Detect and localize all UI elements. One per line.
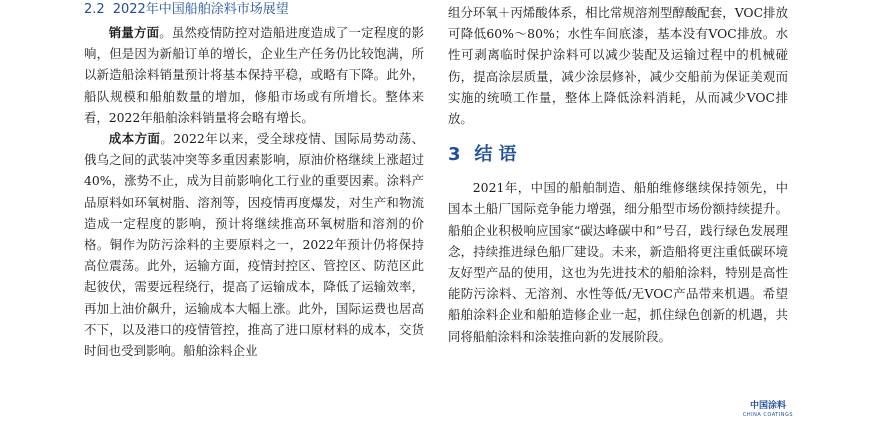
cost-paragraph bbox=[84, 128, 424, 361]
cost-label: 成本方面 bbox=[108, 131, 161, 147]
subsection-number: 2.2 bbox=[84, 2, 105, 17]
sales-label: 销量方面 bbox=[108, 25, 160, 40]
logo-en-text: CHINA COATINGS bbox=[742, 412, 794, 418]
logo-cn-text: 中国涂料 bbox=[749, 401, 786, 411]
subsection-title: 2022年中国船舶涂料市场展望 bbox=[112, 2, 289, 17]
sales-text: 。虽然疫情防控对造船进度造成了一定程度的影响，但是因为新船订单的增长，企业生产任务仍比较饱满，所以新造船涂料销量预计将基本保持平稳，或略有下降。此外，船队规模和船舶数量的增加，修船市场或有所增长。整体来看，2022年船舶涂料销量将会略有增长。 bbox=[84, 25, 424, 125]
right-column bbox=[448, 2, 788, 347]
conclusion-paragraph: 2021年，中国的船舶制造、船舶维修继续保持领先，中国本土船厂国际竞争能力增强，细分船型市场份额持续提升。船舶企业积极响应国家“碳达峰碳中和”号召，践行绿色发展理念，持续推进绿色船厂建设。未来，新造船将更注重低碳环境友好型产品的使用，这也为先进技术的船舶涂料，特别是高性能防污涂料、无溶剂、水性等低/无VOC产品带来机遇。希望船舶涂料企业和船舶造修企业一起，抓住绿色创新的机遇，共同将船舶涂料和涂装推向新的发展阶段。 bbox=[448, 180, 788, 344]
cost-text: 。2022年以来，受全球疫情、国际局势动荡、俄乌之间的武装冲突等多重因素影响，原油价格继续上涨超过40%，涨势不止，成为目前影响化工行业的重要因素。涂料产品原料如环氧树脂、溶剂等，因疫情再度爆发，对生产和物流造成一定程度的影响，预计将继续推高环氧树脂和溶剂的价格。铜作为防污涂料的主要原料之一，2022年预计仍将保持高位震荡。此外，运输方面，疫情封控区、管控区、防范区此起彼伏，需要远程绕行，提高了运输成本，降低了运输效率，再加上油价飙升，运输成本大幅上涨。此外，国际运费也居高不下，以及港口的疫情管控，推高了进口原材料的成本，交货时间也受到影响。船舶涂料企业 bbox=[84, 131, 424, 359]
sales-paragraph bbox=[84, 22, 424, 128]
china-coatings-logo bbox=[738, 401, 798, 419]
left-column bbox=[84, 0, 424, 361]
section-heading bbox=[448, 143, 788, 167]
continued-paragraph: 组分环氧＋丙烯酸体系，相比常规溶剂型醇酸配套，VOC排放可降低60%～80%；水性车间底漆，基本没有VOC排放。水性可剥离临时保护涂料可以减少装配及运输过程中的机械碰伤，提高涂层质量，减少涂层修补，减少交船前为保证美观而实施的统喷工作量，整体上降低涂料消耗，从而减少VOC排放。 bbox=[448, 5, 788, 127]
section-title: 结语 bbox=[474, 144, 523, 166]
section-number: 3 bbox=[448, 144, 461, 166]
subsection-heading bbox=[84, 0, 424, 20]
